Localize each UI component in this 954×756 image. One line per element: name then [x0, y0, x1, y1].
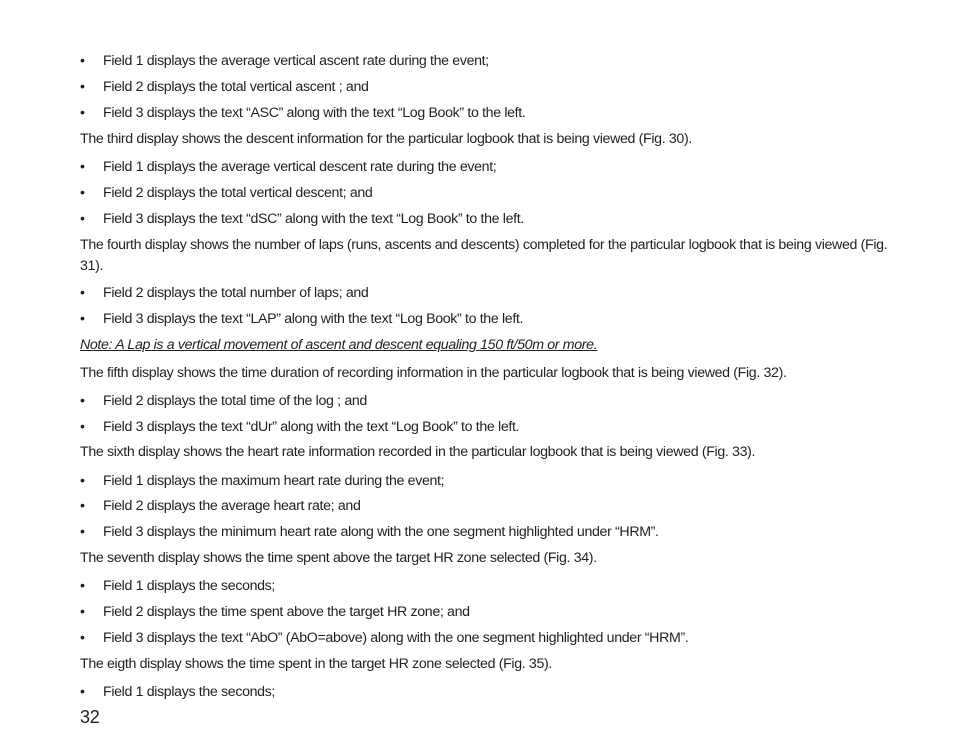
bullet-marker: • [80, 419, 85, 435]
bullet-marker: • [80, 473, 85, 489]
bullet-marker: • [80, 684, 85, 700]
bullet-marker: • [80, 53, 85, 69]
paragraph: The seventh display shows the time spent above the target HR zone selected (Fig. 34). [80, 550, 597, 566]
bullet-marker: • [80, 578, 85, 594]
bullet-text: Field 3 displays the text “AbO” (AbO=above) along with the one segment highlighted under “HRM”. [103, 630, 689, 646]
bullet-marker: • [80, 630, 85, 646]
bullet-text: Field 1 displays the average vertical ascent rate during the event; [103, 53, 489, 69]
note: Note: A Lap is a vertical movement of ascent and descent equaling 150 ft/50m or more. [80, 337, 598, 353]
bullet-text: Field 3 displays the text “dUr” along with the text “Log Book” to the left. [103, 419, 520, 435]
bullet-text: Field 1 displays the maximum heart rate during the event; [103, 473, 445, 489]
bullet-text: Field 3 displays the text “LAP” along with the text “Log Book” to the left. [103, 311, 524, 327]
bullet-text: Field 1 displays the seconds; [103, 684, 276, 700]
bullet-marker: • [80, 105, 85, 121]
bullet-marker: • [80, 79, 85, 95]
bullet-marker: • [80, 524, 85, 540]
bullet-marker: • [80, 159, 85, 175]
bullet-marker: • [80, 498, 85, 514]
bullet-marker: • [80, 604, 85, 620]
page-number: 32 [80, 707, 100, 727]
paragraph: The fourth display shows the number of laps (runs, ascents and descents) completed for the particular logbook that is being viewed (Fig. 31). [80, 237, 888, 274]
bullet-text: Field 3 displays the text “dSC” along with the text “Log Book” to the left. [103, 211, 524, 227]
bullet-marker: • [80, 285, 85, 301]
bullet-marker: • [80, 311, 85, 327]
paragraph: The sixth display shows the heart rate information recorded in the particular logbook that is being viewed (Fig. 33). [80, 444, 756, 460]
bullet-marker: • [80, 211, 85, 227]
bullet-text: Field 2 displays the total vertical ascent ; and [103, 79, 369, 95]
bullet-marker: • [80, 393, 85, 409]
bullet-text: Field 2 displays the time spent above the target HR zone; and [103, 604, 470, 620]
bullet-marker: • [80, 185, 85, 201]
bullet-text: Field 2 displays the total time of the log ; and [103, 393, 367, 409]
bullet-text: Field 2 displays the average heart rate; and [103, 498, 361, 514]
bullet-text: Field 3 displays the minimum heart rate along with the one segment highlighted under “HRM”. [103, 524, 659, 540]
bullet-text: Field 2 displays the total number of laps; and [103, 285, 369, 301]
bullet-text: Field 1 displays the average vertical descent rate during the event; [103, 159, 497, 175]
paragraph: The eigth display shows the time spent in the target HR zone selected (Fig. 35). [80, 656, 552, 672]
paragraph: The third display shows the descent information for the particular logbook that is being viewed (Fig. 30). [80, 131, 692, 147]
bullet-text: Field 2 displays the total vertical descent; and [103, 185, 373, 201]
bullet-text: Field 3 displays the text “ASC” along with the text “Log Book” to the left. [103, 105, 526, 121]
paragraph: The fifth display shows the time duration of recording information in the particular logbook that is being viewed (Fig. 32). [80, 365, 787, 381]
bullet-text: Field 1 displays the seconds; [103, 578, 276, 594]
